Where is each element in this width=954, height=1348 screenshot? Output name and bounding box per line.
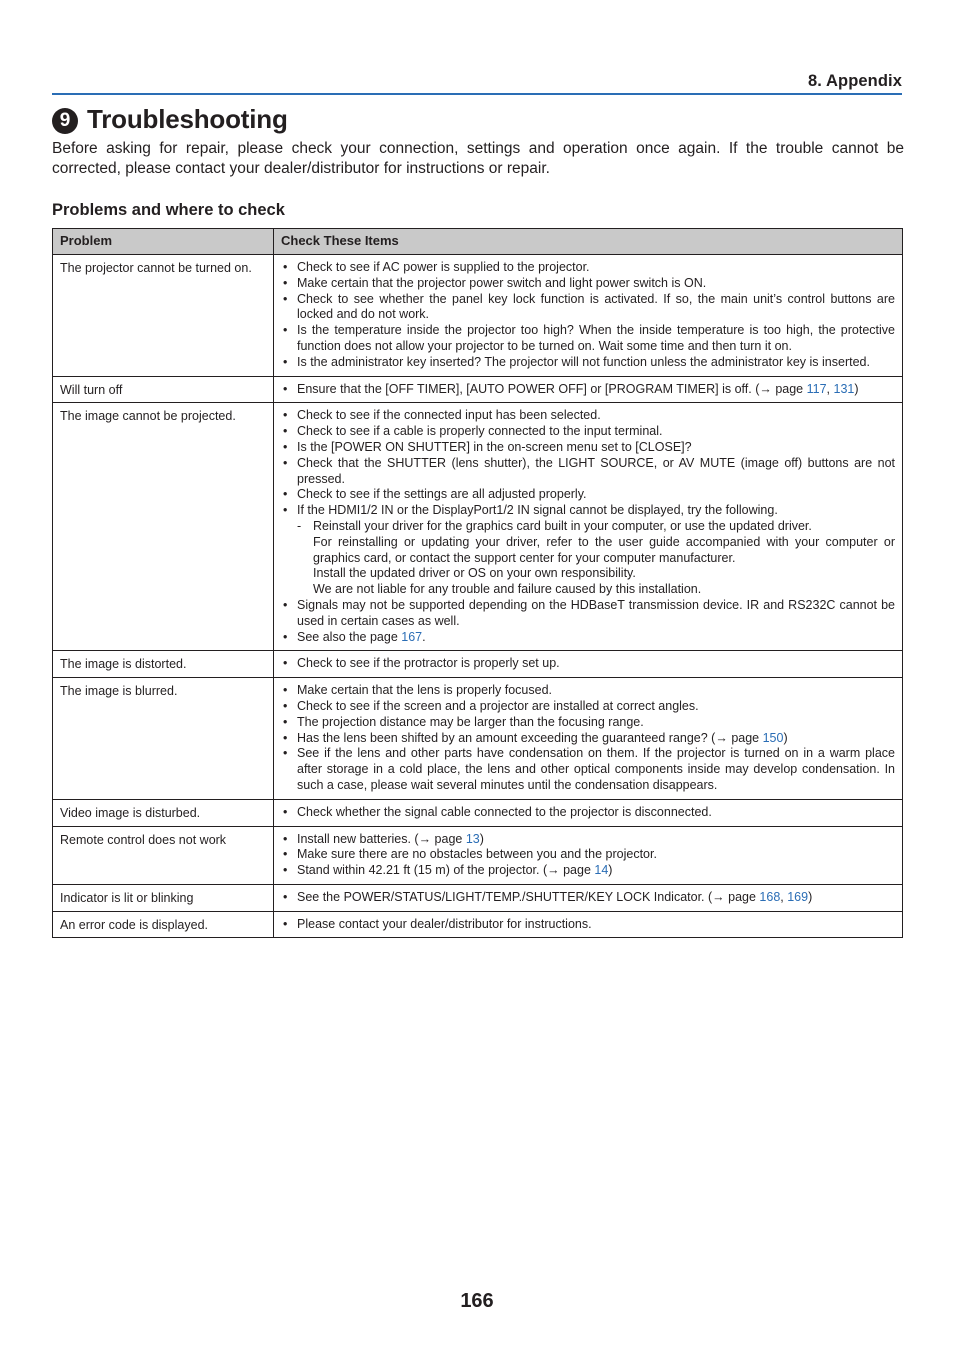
- check-items-list: [281, 408, 895, 645]
- check-item: [281, 731, 895, 747]
- check-item: [281, 890, 895, 906]
- table-row: [53, 826, 903, 884]
- page-link[interactable]: 13: [465, 831, 480, 846]
- check-items-cell: [274, 376, 903, 403]
- table-row: [53, 678, 903, 800]
- problem-cell: Indicator is lit or blinking: [53, 884, 274, 911]
- check-item-text: Check to see if the screen and a projector are installed at correct angles.: [297, 698, 699, 713]
- section-number-badge: 9: [52, 108, 78, 134]
- page-link[interactable]: 131: [833, 381, 855, 396]
- check-item-text: If the HDMI1/2 IN or the DisplayPort1/2 IN signal cannot be displayed, try the following.: [297, 503, 778, 518]
- check-item-text: The projection distance may be larger than the focusing range.: [297, 714, 644, 729]
- subheading: Problems and where to check: [52, 201, 285, 219]
- check-item: [281, 440, 895, 456]
- check-item: [281, 847, 895, 863]
- check-item-text: Check to see if a cable is properly connected to the input terminal.: [297, 424, 663, 439]
- check-item-text: Make certain that the lens is properly focused.: [297, 683, 552, 698]
- check-items-list: [281, 382, 895, 398]
- check-items-list: [281, 805, 895, 821]
- table-row: [53, 403, 903, 651]
- check-item: [281, 408, 895, 424]
- check-items-cell: [274, 651, 903, 678]
- check-item: [281, 503, 895, 598]
- check-items-list: [281, 683, 895, 794]
- check-items-cell: [274, 255, 903, 377]
- check-items-cell: [274, 799, 903, 826]
- check-item: [281, 276, 895, 292]
- check-item-text: Make sure there are no obstacles between you and the projector.: [297, 847, 657, 862]
- check-items-list: [281, 890, 895, 906]
- check-items-cell: [274, 826, 903, 884]
- sub-step-line: We are not liable for any trouble and failure caused by this installation.: [313, 582, 702, 597]
- problem-cell: The projector cannot be turned on.: [53, 255, 274, 377]
- check-item: [281, 863, 895, 879]
- check-item-suffix: ): [479, 831, 484, 846]
- check-item: [281, 355, 895, 371]
- check-item-text: Check to see if the settings are all adjusted properly.: [297, 487, 587, 502]
- check-item-text: Please contact your dealer/distributor for instructions.: [297, 916, 592, 931]
- link-separator: ,: [826, 381, 834, 396]
- check-item-suffix: ): [808, 889, 813, 904]
- check-item: [281, 598, 895, 630]
- check-item-text: Is the [POWER ON SHUTTER] in the on-screen menu set to [CLOSE]?: [297, 439, 692, 454]
- check-item: [281, 456, 895, 488]
- check-items-list: [281, 656, 895, 672]
- check-item-text: See the POWER/STATUS/LIGHT/TEMP./SHUTTER/KEY LOCK Indicator. (→ page: [297, 889, 760, 904]
- page-link[interactable]: 14: [594, 863, 609, 878]
- check-item: [281, 487, 895, 503]
- check-items-list: [281, 832, 895, 879]
- check-item-text: Check to see if AC power is supplied to the projector.: [297, 260, 590, 274]
- check-item-text: Check to see if the protractor is properly set up.: [297, 656, 560, 671]
- problem-cell: Video image is disturbed.: [53, 799, 274, 826]
- check-item: [281, 424, 895, 440]
- section-header: 8. Appendix: [807, 72, 902, 90]
- check-items-cell: [274, 403, 903, 651]
- page-link[interactable]: 117: [806, 381, 827, 396]
- check-item: [281, 805, 895, 821]
- check-item: [281, 683, 895, 699]
- page-link[interactable]: 150: [762, 730, 784, 745]
- problem-cell: The image is blurred.: [53, 678, 274, 800]
- check-item-text: See also the page: [297, 629, 402, 644]
- check-items-cell: [274, 911, 903, 938]
- check-item-text: Check to see whether the panel key lock function is activated. If so, the main unit’s control buttons are locked and do not work.: [297, 291, 895, 322]
- check-items-list: [281, 917, 895, 933]
- problem-cell: An error code is displayed.: [53, 911, 274, 938]
- sub-step-line: - Reinstall your driver for the graphics card built in your computer, or use the updated driver.: [313, 518, 812, 533]
- check-item-text: Install new batteries. (→ page: [297, 831, 466, 846]
- check-items-cell: [274, 884, 903, 911]
- problem-cell: The image cannot be projected.: [53, 403, 274, 651]
- column-header-problem: Problem: [53, 229, 274, 255]
- page-link[interactable]: 169: [787, 889, 809, 904]
- check-items-list: [281, 260, 895, 371]
- check-item: [281, 715, 895, 731]
- table-row: [53, 799, 903, 826]
- check-item: [281, 699, 895, 715]
- check-item-text: Has the lens been shifted by an amount exceeding the guaranteed range? (→ page: [297, 730, 763, 745]
- page-link[interactable]: 167: [401, 629, 423, 644]
- page-link[interactable]: 168: [759, 889, 781, 904]
- problem-cell: The image is distorted.: [53, 651, 274, 678]
- check-item: [281, 260, 895, 276]
- problem-cell: Will turn off: [53, 376, 274, 403]
- check-item: [281, 656, 895, 672]
- check-item-text: Check whether the signal cable connected to the projector is disconnected.: [297, 804, 712, 819]
- check-items-cell: [274, 678, 903, 800]
- check-item-suffix: ): [608, 863, 613, 878]
- problem-cell: Remote control does not work: [53, 826, 274, 884]
- sub-step-line: For reinstalling or updating your driver, refer to the user guide accompanied with your computer or graphics card, or contact the support center for your computer manufacturer.: [313, 534, 895, 565]
- check-item: [281, 630, 895, 646]
- check-item: [281, 382, 895, 398]
- check-item-suffix: .: [422, 629, 426, 644]
- table-header-row: [53, 229, 903, 255]
- page-title: Troubleshooting: [87, 104, 288, 134]
- sub-step-line: Install the updated driver or OS on your own responsibility.: [313, 566, 636, 581]
- check-item: [281, 746, 895, 793]
- page-number: 166: [460, 1290, 494, 1312]
- check-item-text: Make certain that the projector power switch and light power switch is ON.: [297, 275, 707, 290]
- check-item-text: Is the administrator key inserted? The projector will not function unless the administrator key is inserted.: [297, 354, 870, 369]
- check-item-text: Signals may not be supported depending on the HDBaseT transmission device. IR and RS232C cannot be used in certain cases as well.: [297, 597, 895, 628]
- title-row: [52, 104, 288, 135]
- table-row: [53, 376, 903, 403]
- table-row: [53, 255, 903, 377]
- header-divider: [52, 93, 902, 95]
- table-row: [53, 651, 903, 678]
- table-body: [53, 255, 903, 938]
- column-header-check-items: Check These Items: [274, 229, 903, 255]
- check-item-text: See if the lens and other parts have condensation on them. If the projector is turned on in a warm place after storage in a cold place, the lens and other optical components inside may develop condensation. In such a case, please wait several minutes until the condensation disappears.: [297, 746, 895, 792]
- check-item-text: Stand within 42.21 ft (15 m) of the projector. (→ page: [297, 863, 595, 878]
- check-item: [281, 917, 895, 933]
- check-item-suffix: ): [783, 730, 788, 745]
- check-item-text: Check to see if the connected input has been selected.: [297, 408, 601, 423]
- table-row: [53, 911, 903, 938]
- check-item: [281, 292, 895, 324]
- check-item-suffix: ): [854, 381, 859, 396]
- link-separator: ,: [780, 889, 788, 904]
- check-item-text: Ensure that the [OFF TIMER], [AUTO POWER OFF] or [PROGRAM TIMER] is off. (→ page: [297, 381, 807, 396]
- check-item: [281, 832, 895, 848]
- sub-step: [297, 519, 895, 598]
- sub-step-list: [297, 519, 895, 598]
- check-item-text: Check that the SHUTTER (lens shutter), the LIGHT SOURCE, or AV MUTE (image off) buttons are not pressed.: [297, 455, 895, 486]
- intro-paragraph: Before asking for repair, please check your connection, settings and operation once again. If the trouble cannot be corrected, please contact your dealer/distributor for instructions or repair.: [52, 140, 904, 177]
- troubleshooting-table: [52, 228, 903, 938]
- table-row: [53, 884, 903, 911]
- check-item-text: Is the temperature inside the projector too high? When the inside temperature is too high, the protective function does not allow your projector to be turned on. Wait some time and then turn it on.: [297, 323, 895, 353]
- check-item: [281, 323, 895, 355]
